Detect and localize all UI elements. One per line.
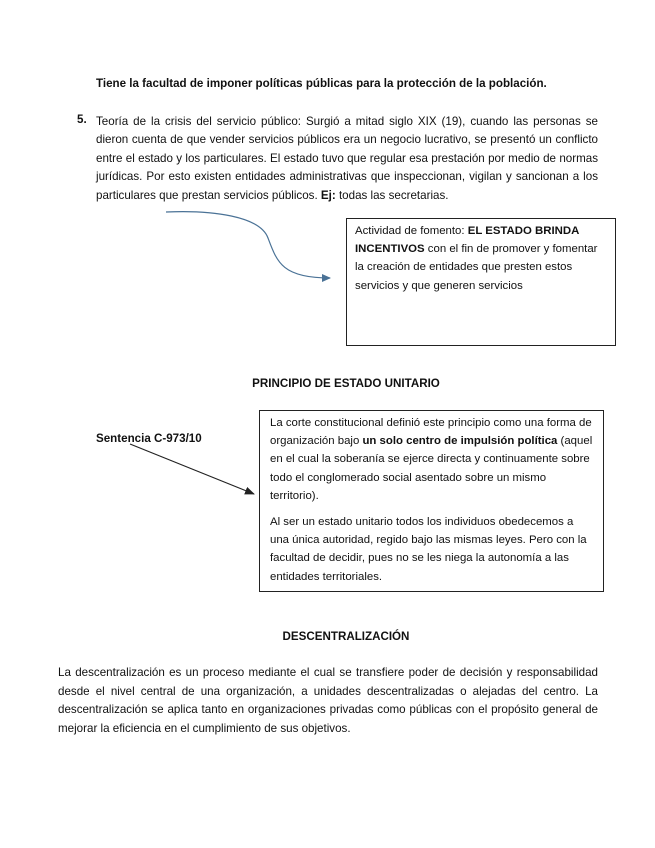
curved-arrow-to-fomento	[166, 212, 330, 278]
fomento-text-bold: EL ESTADO BRINDA INCENTIVOS	[355, 225, 579, 256]
sentencia-label: Sentencia C-973/10	[96, 432, 202, 445]
item-text-example: todas las secretarias.	[335, 188, 449, 202]
fomento-text-intro: Actividad de fomento:	[355, 225, 468, 237]
estado-unitario-paragraph-1	[270, 414, 593, 505]
arrow-sentencia-to-box	[130, 444, 254, 494]
section-heading-descentralizacion: DESCENTRALIZACIÓN	[282, 630, 410, 643]
unitario-p1-bold: un solo centro de impulsión política	[362, 435, 558, 448]
list-item-number: 5.	[77, 113, 87, 126]
lead-statement: Tiene la facultad de imponer políticas públicas para la protección de la población.	[96, 77, 547, 90]
item-text-main: Teoría de la crisis del servicio público: Surgió a mitad siglo XIX (19), cuando las personas se dieron cuenta de que vender servicios públicos era un negocio lucrativo, se presentó un conflicto entre el estado y los particulares. El estado tuvo que regular esa prestación por medio de normas jurídicas. Por esto existen entidades administrativas que inspeccionan, vigilan y sancionan a los particulares que prestan servicios públicos.	[96, 115, 598, 202]
list-item-crisis-servicio-publico	[96, 113, 598, 205]
descentralizacion-paragraph: La descentralización es un proceso mediante el cual se transfiere poder de decisión y responsabilidad desde el nivel central de una organización, a unidades descentralizadas o alejadas del centro. La descentralización se aplica tanto en organizaciones privadas como públicas con el propósito general de mejorar la eficiencia en el cumplimiento de sus objetivos.	[58, 666, 598, 735]
item-example-label: Ej:	[320, 188, 336, 202]
estado-unitario-paragraph-2: Al ser un estado unitario todos los individuos obedecemos a una única autoridad, regido bajo las mismas leyes. Pero con la facultad de decidir, pues no se les niega la autonomía a las entidades territoriales.	[270, 516, 587, 583]
fomento-text-rest: con el fin de promover y fomentar la creación de entidades que presten estos servicios y que generen servicios	[355, 243, 598, 292]
section-heading-estado-unitario: PRINCIPIO DE ESTADO UNITARIO	[252, 377, 440, 390]
unitario-p1-rest: (aquel en el cual la soberanía se ejerce directa y continuamente sobre todo el conglomerado social asentado sobre un mismo territorio).	[270, 435, 593, 502]
estado-unitario-textbox	[259, 410, 604, 592]
fomento-textbox	[346, 218, 616, 346]
unitario-p1-intro: La corte constitucional definió este principio como una forma de organización bajo	[270, 417, 592, 448]
